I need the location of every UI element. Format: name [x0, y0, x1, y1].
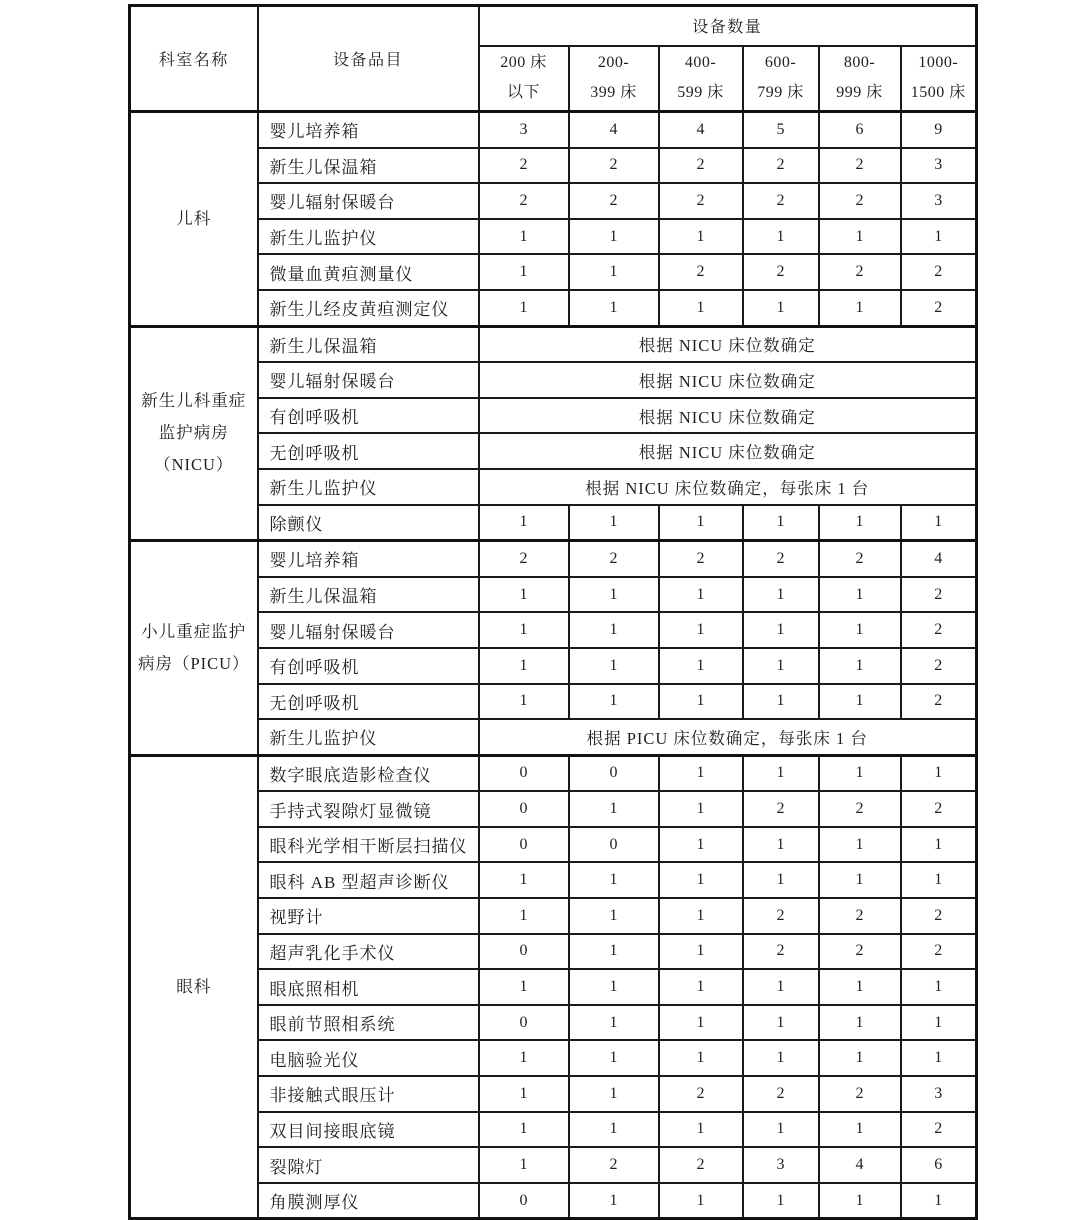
table-row — [130, 827, 977, 863]
table-row — [130, 1076, 977, 1112]
value-cell: 2 — [743, 148, 819, 184]
table-row — [130, 1112, 977, 1148]
value-cell: 1 — [659, 755, 743, 791]
item-cell: 婴儿辐射保暖台 — [258, 362, 479, 398]
value-cell: 2 — [659, 1147, 743, 1183]
value-cell: 1 — [743, 1005, 819, 1041]
value-cell: 2 — [819, 541, 901, 577]
value-cell: 1 — [479, 684, 569, 720]
value-cell: 2 — [901, 1112, 977, 1148]
value-cell: 3 — [479, 112, 569, 148]
item-cell: 眼前节照相系统 — [258, 1005, 479, 1041]
department-cell — [130, 326, 258, 541]
value-cell: 1 — [479, 1147, 569, 1183]
table-row — [130, 398, 977, 434]
value-cell: 1 — [819, 1040, 901, 1076]
value-cell: 1 — [569, 1005, 659, 1041]
value-cell: 1 — [743, 577, 819, 613]
value-cell: 1 — [819, 290, 901, 326]
value-cell: 1 — [479, 898, 569, 934]
value-cell: 1 — [659, 827, 743, 863]
value-cell: 1 — [569, 934, 659, 970]
value-cell: 2 — [819, 791, 901, 827]
item-cell: 婴儿辐射保暖台 — [258, 183, 479, 219]
item-cell: 手持式裂隙灯显微镜 — [258, 791, 479, 827]
value-cell: 9 — [901, 112, 977, 148]
value-cell: 1 — [659, 577, 743, 613]
table-row — [130, 112, 977, 148]
value-cell: 1 — [743, 862, 819, 898]
value-cell: 1 — [659, 290, 743, 326]
value-cell: 2 — [569, 148, 659, 184]
value-cell: 1 — [819, 219, 901, 255]
value-cell: 1 — [659, 862, 743, 898]
value-cell: 1 — [659, 505, 743, 541]
value-cell: 1 — [743, 827, 819, 863]
value-cell: 5 — [743, 112, 819, 148]
header-bed-range-line: 999 床 — [836, 84, 883, 102]
value-cell: 1 — [901, 1183, 977, 1219]
header-quantity-group: 设备数量 — [479, 6, 977, 46]
item-cell: 眼科 AB 型超声诊断仪 — [258, 862, 479, 898]
value-cell: 2 — [819, 1076, 901, 1112]
value-cell: 3 — [901, 148, 977, 184]
department-cell — [130, 112, 258, 327]
value-cell: 1 — [743, 1183, 819, 1219]
item-cell: 新生儿监护仪 — [258, 469, 479, 505]
value-cell: 1 — [569, 648, 659, 684]
value-cell: 2 — [901, 684, 977, 720]
item-cell: 电脑验光仪 — [258, 1040, 479, 1076]
header-bed-range-4 — [819, 46, 901, 112]
table-row — [130, 969, 977, 1005]
item-cell: 双目间接眼底镜 — [258, 1112, 479, 1148]
table-row — [130, 1183, 977, 1219]
value-cell: 1 — [743, 505, 819, 541]
table-row — [130, 1005, 977, 1041]
value-cell: 1 — [479, 219, 569, 255]
value-cell: 1 — [479, 862, 569, 898]
item-cell: 婴儿辐射保暖台 — [258, 612, 479, 648]
header-bed-range-0 — [479, 46, 569, 112]
department-name-line: 监护病房 — [158, 423, 229, 443]
value-cell: 6 — [901, 1147, 977, 1183]
value-cell: 2 — [743, 898, 819, 934]
value-cell: 4 — [901, 541, 977, 577]
value-cell: 2 — [659, 148, 743, 184]
value-cell: 1 — [659, 612, 743, 648]
value-cell: 1 — [479, 505, 569, 541]
value-cell: 2 — [479, 541, 569, 577]
table-row — [130, 1040, 977, 1076]
department-name-line: 小儿重症监护 — [141, 621, 247, 641]
table-row — [130, 684, 977, 720]
item-cell: 眼科光学相干断层扫描仪 — [258, 827, 479, 863]
header-bed-range-line: 以下 — [506, 84, 540, 102]
value-cell: 3 — [901, 1076, 977, 1112]
header-bed-range-line: 1000- — [918, 54, 959, 72]
value-cell: 2 — [901, 648, 977, 684]
value-cell: 1 — [901, 1005, 977, 1041]
item-cell: 有创呼吸机 — [258, 398, 479, 434]
value-cell: 1 — [479, 1076, 569, 1112]
item-cell: 数字眼底造影检查仪 — [258, 755, 479, 791]
value-cell: 1 — [479, 612, 569, 648]
header-bed-range-line: 399 床 — [590, 84, 637, 102]
value-cell: 1 — [479, 254, 569, 290]
value-cell: 1 — [569, 290, 659, 326]
value-cell: 1 — [743, 755, 819, 791]
value-cell: 2 — [659, 541, 743, 577]
header-bed-range-line: 200- — [597, 54, 630, 72]
item-cell: 新生儿监护仪 — [258, 719, 479, 755]
value-cell: 1 — [659, 684, 743, 720]
header-bed-range-line: 200 床 — [500, 54, 547, 72]
value-cell: 2 — [659, 254, 743, 290]
merged-note-cell: 根据 NICU 床位数确定 — [479, 326, 977, 362]
table-row — [130, 791, 977, 827]
value-cell: 3 — [743, 1147, 819, 1183]
value-cell: 1 — [479, 969, 569, 1005]
merged-note-cell: 根据 NICU 床位数确定 — [479, 362, 977, 398]
value-cell: 1 — [901, 505, 977, 541]
value-cell: 1 — [569, 612, 659, 648]
value-cell: 1 — [819, 755, 901, 791]
value-cell: 1 — [901, 827, 977, 863]
item-cell: 除颤仪 — [258, 505, 479, 541]
value-cell: 1 — [479, 648, 569, 684]
value-cell: 1 — [819, 1183, 901, 1219]
item-cell: 无创呼吸机 — [258, 433, 479, 469]
table-row — [130, 541, 977, 577]
item-cell: 超声乳化手术仪 — [258, 934, 479, 970]
value-cell: 2 — [901, 934, 977, 970]
value-cell: 1 — [819, 577, 901, 613]
table-row — [130, 719, 977, 755]
item-cell: 婴儿培养箱 — [258, 541, 479, 577]
department-name-line: 新生儿科重症 — [141, 391, 247, 411]
value-cell: 1 — [819, 969, 901, 1005]
value-cell: 1 — [569, 219, 659, 255]
item-cell: 新生儿监护仪 — [258, 219, 479, 255]
value-cell: 1 — [659, 1005, 743, 1041]
value-cell: 1 — [569, 684, 659, 720]
value-cell: 1 — [479, 290, 569, 326]
value-cell: 1 — [743, 684, 819, 720]
table-row — [130, 362, 977, 398]
value-cell: 1 — [569, 1040, 659, 1076]
value-cell: 1 — [659, 219, 743, 255]
value-cell: 2 — [819, 183, 901, 219]
table-header — [130, 6, 977, 112]
department-name-line: （NICU） — [154, 455, 234, 475]
item-cell: 新生儿保温箱 — [258, 148, 479, 184]
header-bed-range-3 — [743, 46, 819, 112]
value-cell: 2 — [569, 183, 659, 219]
value-cell: 1 — [479, 1112, 569, 1148]
header-bed-range-line: 400- — [684, 54, 717, 72]
value-cell: 2 — [479, 148, 569, 184]
value-cell: 1 — [659, 969, 743, 1005]
value-cell: 2 — [659, 183, 743, 219]
value-cell: 1 — [901, 862, 977, 898]
value-cell: 2 — [743, 541, 819, 577]
value-cell: 1 — [901, 1040, 977, 1076]
value-cell: 2 — [569, 1147, 659, 1183]
merged-note-cell: 根据 PICU 床位数确定，每张床 1 台 — [479, 719, 977, 755]
value-cell: 1 — [479, 577, 569, 613]
value-cell: 0 — [569, 827, 659, 863]
item-cell: 婴儿培养箱 — [258, 112, 479, 148]
value-cell: 1 — [569, 254, 659, 290]
equipment-table — [128, 4, 978, 1220]
value-cell: 2 — [819, 934, 901, 970]
value-cell: 0 — [479, 934, 569, 970]
header-bed-range-5 — [901, 46, 977, 112]
value-cell: 1 — [819, 862, 901, 898]
value-cell: 1 — [659, 1112, 743, 1148]
value-cell: 1 — [569, 1183, 659, 1219]
value-cell: 2 — [901, 254, 977, 290]
table-row — [130, 577, 977, 613]
item-cell: 新生儿保温箱 — [258, 326, 479, 362]
value-cell: 1 — [569, 862, 659, 898]
value-cell: 2 — [479, 183, 569, 219]
table-row — [130, 934, 977, 970]
header-department: 科室名称 — [130, 6, 258, 112]
item-cell: 微量血黄疸测量仪 — [258, 254, 479, 290]
item-cell: 无创呼吸机 — [258, 684, 479, 720]
value-cell: 3 — [901, 183, 977, 219]
value-cell: 1 — [659, 1183, 743, 1219]
table-row — [130, 862, 977, 898]
item-cell: 新生儿经皮黄疸测定仪 — [258, 290, 479, 326]
table-row — [130, 326, 977, 362]
value-cell: 1 — [743, 612, 819, 648]
value-cell: 1 — [819, 1005, 901, 1041]
department-name-line: 眼科 — [176, 977, 212, 997]
value-cell: 1 — [819, 1112, 901, 1148]
value-cell: 1 — [743, 1040, 819, 1076]
value-cell: 1 — [659, 791, 743, 827]
header-bed-range-line: 1500 床 — [910, 84, 966, 102]
department-cell — [130, 541, 258, 756]
value-cell: 0 — [479, 1183, 569, 1219]
table-row — [130, 219, 977, 255]
item-cell: 有创呼吸机 — [258, 648, 479, 684]
header-bed-range-line: 800- — [843, 54, 876, 72]
value-cell: 2 — [901, 612, 977, 648]
value-cell: 2 — [819, 148, 901, 184]
item-cell: 眼底照相机 — [258, 969, 479, 1005]
value-cell: 1 — [569, 969, 659, 1005]
table-row — [130, 1147, 977, 1183]
value-cell: 0 — [479, 1005, 569, 1041]
table-row — [130, 433, 977, 469]
table-row — [130, 183, 977, 219]
value-cell: 2 — [743, 791, 819, 827]
value-cell: 1 — [743, 290, 819, 326]
item-cell: 裂隙灯 — [258, 1147, 479, 1183]
value-cell: 2 — [819, 254, 901, 290]
value-cell: 4 — [819, 1147, 901, 1183]
value-cell: 2 — [743, 254, 819, 290]
value-cell: 1 — [659, 1040, 743, 1076]
value-cell: 1 — [743, 648, 819, 684]
value-cell: 2 — [569, 541, 659, 577]
table-row — [130, 469, 977, 505]
header-bed-range-line: 799 床 — [757, 84, 804, 102]
value-cell: 1 — [743, 219, 819, 255]
table-row — [130, 612, 977, 648]
value-cell: 2 — [901, 791, 977, 827]
value-cell: 0 — [479, 791, 569, 827]
header-bed-range-line: 600- — [764, 54, 797, 72]
value-cell: 1 — [569, 505, 659, 541]
item-cell: 新生儿保温箱 — [258, 577, 479, 613]
department-name-line: 病房（PICU） — [137, 653, 250, 673]
table-row — [130, 505, 977, 541]
value-cell: 6 — [819, 112, 901, 148]
value-cell: 1 — [819, 648, 901, 684]
value-cell: 1 — [569, 791, 659, 827]
value-cell: 1 — [659, 934, 743, 970]
table-row — [130, 290, 977, 326]
table-row — [130, 148, 977, 184]
value-cell: 4 — [569, 112, 659, 148]
value-cell: 2 — [901, 577, 977, 613]
item-cell: 非接触式眼压计 — [258, 1076, 479, 1112]
value-cell: 1 — [569, 1112, 659, 1148]
value-cell: 0 — [479, 827, 569, 863]
value-cell: 1 — [901, 755, 977, 791]
value-cell: 1 — [819, 827, 901, 863]
value-cell: 1 — [901, 219, 977, 255]
value-cell: 2 — [819, 898, 901, 934]
item-cell: 角膜测厚仪 — [258, 1183, 479, 1219]
value-cell: 1 — [819, 612, 901, 648]
table-row — [130, 898, 977, 934]
value-cell: 1 — [901, 969, 977, 1005]
department-name-line: 儿科 — [176, 208, 212, 228]
value-cell: 1 — [569, 898, 659, 934]
merged-note-cell: 根据 NICU 床位数确定 — [479, 398, 977, 434]
value-cell: 1 — [479, 1040, 569, 1076]
department-cell — [130, 755, 258, 1219]
value-cell: 0 — [569, 755, 659, 791]
header-bed-range-2 — [659, 46, 743, 112]
value-cell: 1 — [569, 1076, 659, 1112]
value-cell: 2 — [743, 1076, 819, 1112]
merged-note-cell: 根据 NICU 床位数确定 — [479, 433, 977, 469]
value-cell: 1 — [819, 684, 901, 720]
table-row — [130, 648, 977, 684]
value-cell: 2 — [901, 290, 977, 326]
value-cell: 1 — [659, 648, 743, 684]
value-cell: 1 — [819, 505, 901, 541]
table-row — [130, 254, 977, 290]
header-bed-range-line: 599 床 — [677, 84, 724, 102]
merged-note-cell: 根据 NICU 床位数确定，每张床 1 台 — [479, 469, 977, 505]
value-cell: 4 — [659, 112, 743, 148]
value-cell: 1 — [743, 1112, 819, 1148]
value-cell: 1 — [569, 577, 659, 613]
value-cell: 1 — [743, 969, 819, 1005]
table-body — [130, 112, 977, 1219]
value-cell: 1 — [659, 898, 743, 934]
value-cell: 2 — [743, 934, 819, 970]
table-row — [130, 755, 977, 791]
item-cell: 视野计 — [258, 898, 479, 934]
value-cell: 2 — [659, 1076, 743, 1112]
header-bed-range-1 — [569, 46, 659, 112]
value-cell: 0 — [479, 755, 569, 791]
value-cell: 2 — [743, 183, 819, 219]
value-cell: 2 — [901, 898, 977, 934]
header-item: 设备品目 — [258, 6, 479, 112]
